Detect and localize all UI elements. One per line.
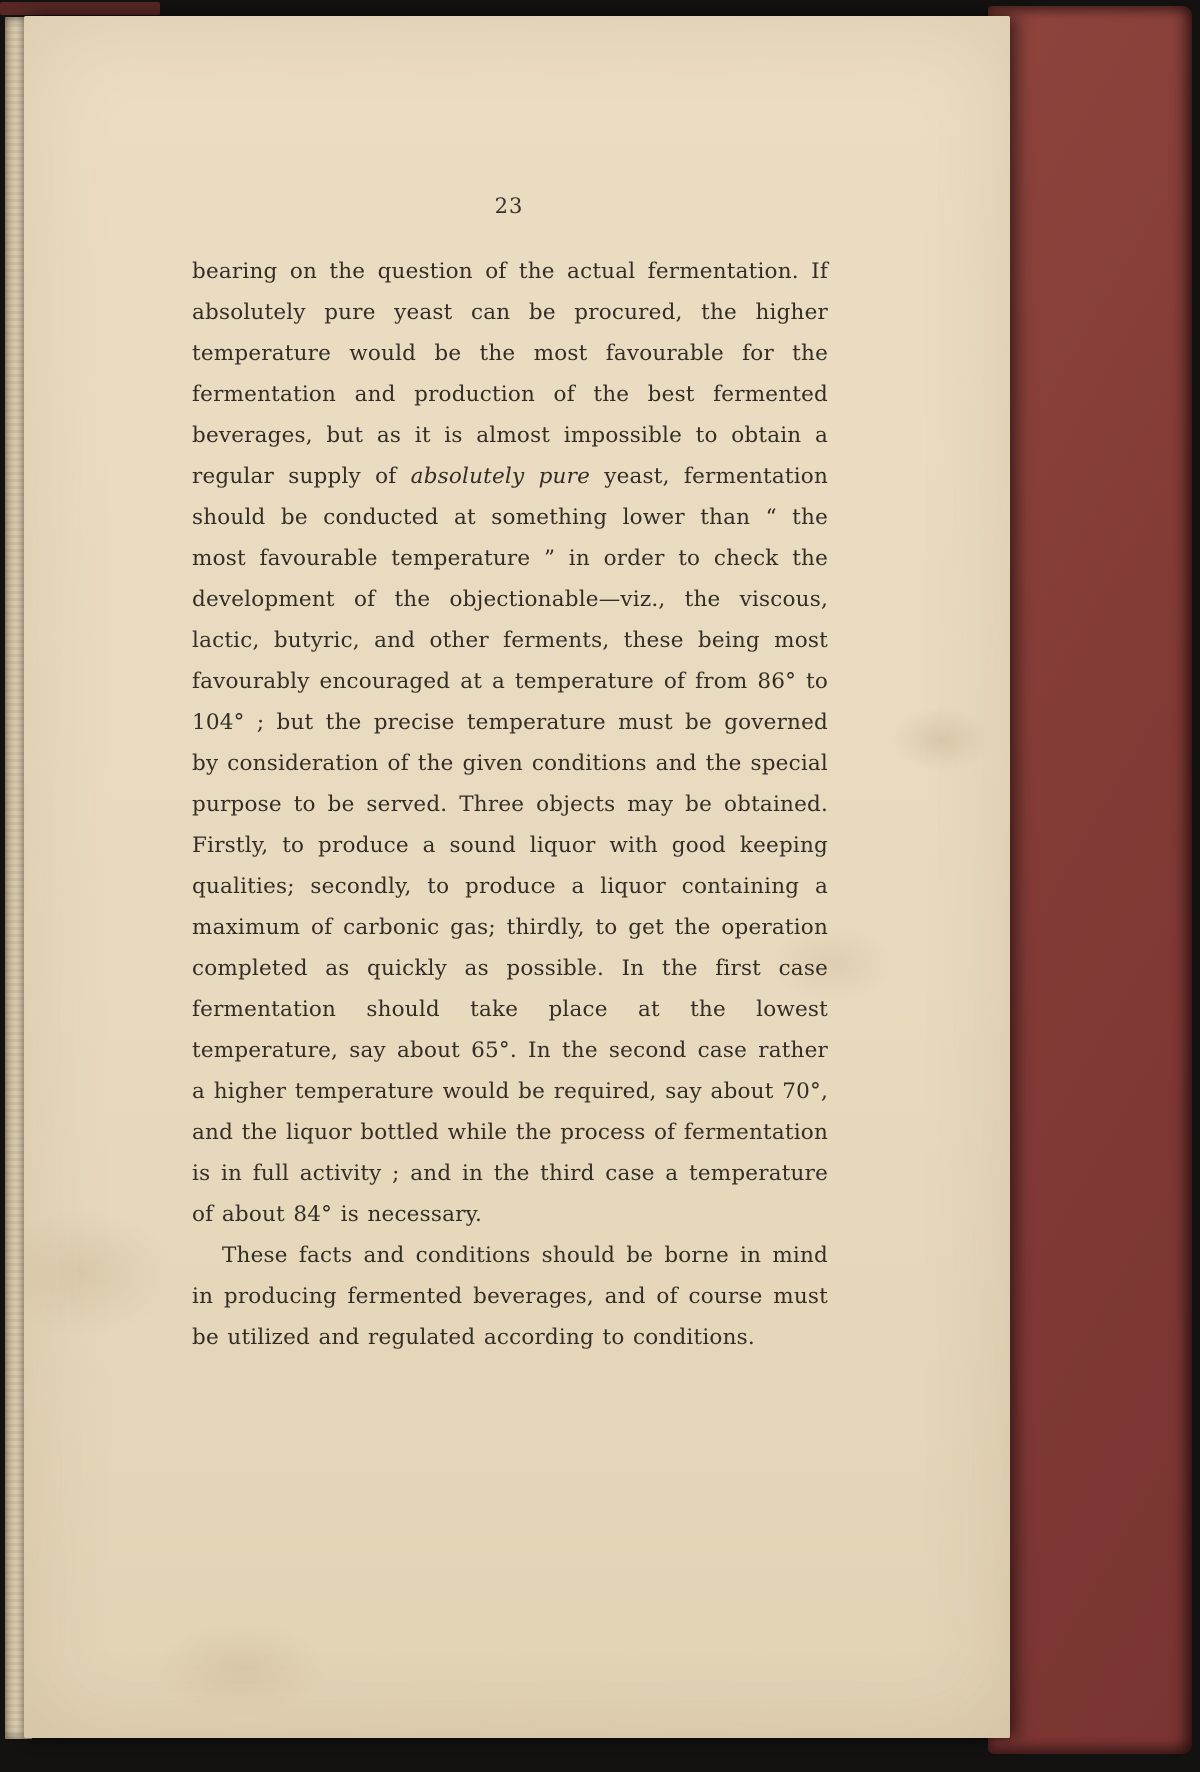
page-text bbox=[192, 251, 828, 1358]
page-number: 23 bbox=[494, 194, 524, 218]
italic-text-segment: absolutely pure bbox=[410, 464, 591, 489]
book-page bbox=[24, 16, 1010, 1738]
paragraph bbox=[192, 251, 828, 1235]
book-cover bbox=[988, 6, 1192, 1754]
text-segment: yeast, fermentation should be conducted at something lower than “ the most favourable temperature ” in order to check the development of the objectionable—viz., the viscous, lactic, butyric, and other ferments, these being most favourably encouraged at a temperature of from 86° to 104° ; but the precise temperature must be governed by consideration of the given conditions and the special purpose to be served. Three objects may be obtained. Firstly, to produce a sound liquor with good keeping qualities; secondly, to produce a liquor containing a maximum of carbonic gas; thirdly, to get the operation completed as quickly as possible. In the first case fermentation should take place at the lowest temperature, say about 65°. In the second case rather a higher temperature would be required, say about 70°, and the liquor bottled while the process of fermentation is in full activity ; and in the third case a temperature of about 84° is necessary. bbox=[192, 464, 828, 1227]
paragraph bbox=[192, 1235, 828, 1358]
text-segment: bearing on the question of the actual fermentation. If absolutely pure yeast can be procured, the higher temperature would be the most favourable for the fermentation and production of the best fermented beverages, but as it is almost impossible to obtain a regular supply of bbox=[192, 259, 828, 489]
book-spine-top bbox=[0, 2, 160, 15]
text-segment: These facts and conditions should be borne in mind in producing fermented beverages, and of course must be utilized and regulated according to conditions. bbox=[192, 1243, 828, 1350]
